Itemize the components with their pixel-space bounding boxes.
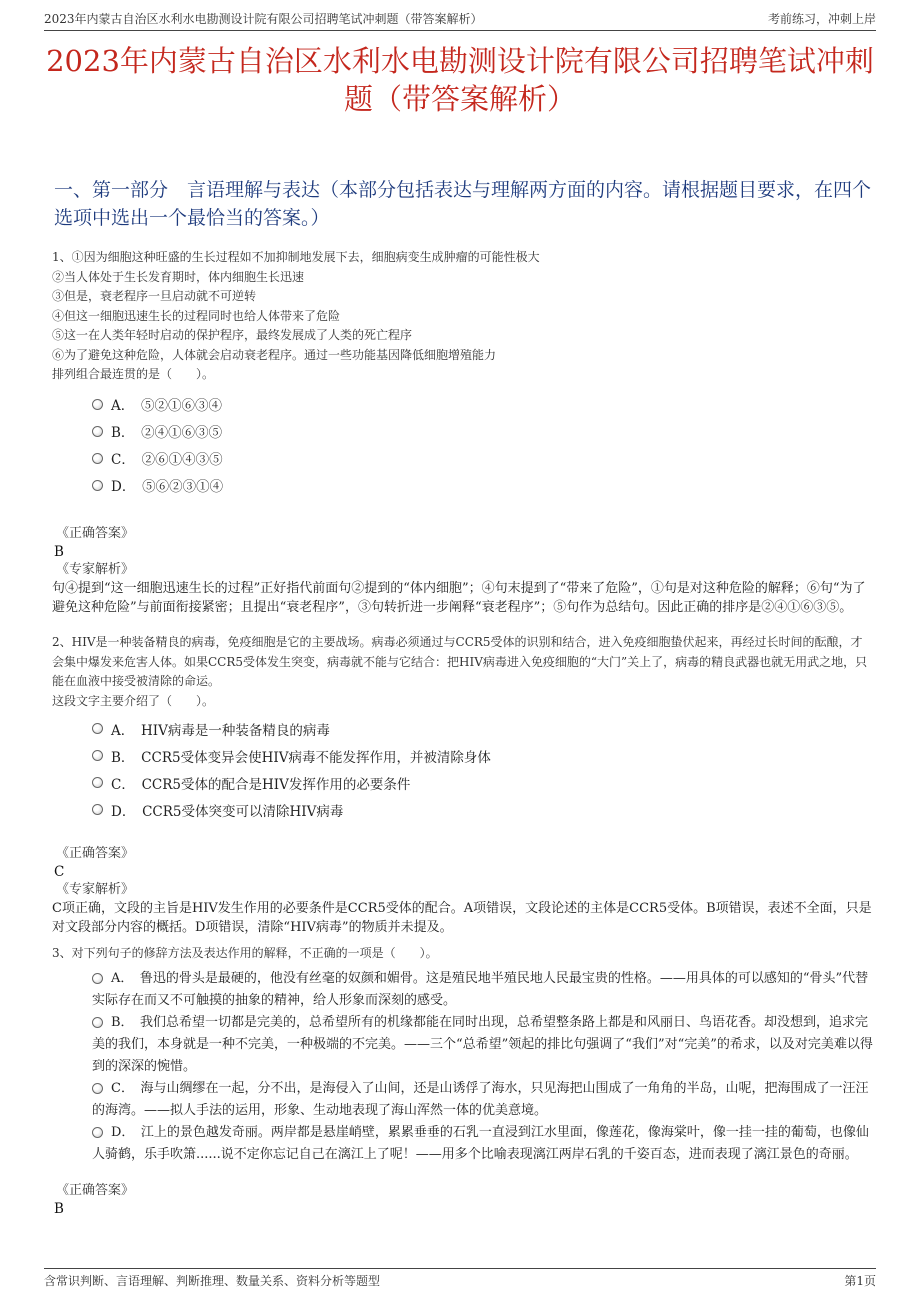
question-1 <box>52 248 874 617</box>
section-title: 一、第一部分 言语理解与表达（本部分包括表达与理解两方面的内容。请根据题目要求，在四个选项中选出一个最恰当的答案。） <box>54 179 872 229</box>
radio-icon[interactable] <box>92 750 103 761</box>
q3-option-c[interactable] <box>92 1078 874 1122</box>
option-label: C． CCR5受体的配合是HIV发挥作用的必要条件 <box>111 776 411 793</box>
q1-option-a[interactable] <box>92 391 874 418</box>
radio-icon[interactable] <box>92 777 103 788</box>
radio-icon[interactable] <box>92 1017 103 1028</box>
q2-option-c[interactable] <box>92 769 874 796</box>
q2-passage: 2、HIV是一种装备精良的病毒，免疫细胞是它的主要战场。病毒必须通过与CCR5受体的识别和结合，进入免疫细胞蛰伏起来，再经过长时间的酝酿，才会集中爆发来危害人体。如果CCR5受体发生突变，病毒就不能与它结合：把HIV病毒进入免疫细胞的“大门”关上了，病毒的精良武器也就无用武之地，只能在血液中接受被清除的命运。 <box>52 635 868 688</box>
q1-line: ③但是，衰老程序一旦启动就不可逆转 <box>52 289 257 303</box>
header-doc-title: 2023年内蒙古自治区水利水电勘测设计院有限公司招聘笔试冲刺题（带答案解析） <box>44 12 483 26</box>
radio-icon[interactable] <box>92 723 103 734</box>
radio-icon[interactable] <box>92 399 103 410</box>
q3-option-a[interactable] <box>92 968 874 1012</box>
option-label: D． CCR5受体突变可以清除HIV病毒 <box>111 803 344 820</box>
radio-icon[interactable] <box>92 1083 103 1094</box>
header-slogan: 考前练习，冲刺上岸 <box>767 12 876 26</box>
q2-analysis: C项正确，文段的主旨是HIV发生作用的必要条件是CCR5受体的配合。A项错误，文段论述的主体是CCR5受体。B项错误，表述不全面，只是对文段部分内容的概括。D项错误，清除“HIV病毒”的物质并未提及。 <box>52 901 872 935</box>
document-title: 2023年内蒙古自治区水利水电勘测设计院有限公司招聘笔试冲刺题（带答案解析） <box>46 44 874 116</box>
radio-icon[interactable] <box>92 453 103 464</box>
analysis-heading: 《专家解析》 <box>56 561 135 577</box>
q3-option-b[interactable] <box>92 1012 874 1078</box>
footer-topics: 含常识判断、言语理解、判断推理、数量关系、资料分析等题型 <box>44 1274 381 1288</box>
q1-option-c[interactable] <box>92 445 874 472</box>
option-label: B． ②④①⑥③⑤ <box>111 425 223 441</box>
q3-option-d[interactable] <box>92 1122 874 1166</box>
option-label: A． ⑤②①⑥③④ <box>111 398 222 414</box>
page-footer <box>44 1268 876 1292</box>
page-header <box>44 10 876 31</box>
option-label: C． ②⑥①④③⑤ <box>111 452 223 468</box>
q1-option-b[interactable] <box>92 418 874 445</box>
option-text: A． 鲁迅的骨头是最硬的，他没有丝毫的奴颜和媚骨。这是殖民地半殖民地人民最宝贵的性格。——用具体的可以感知的“骨头”代替实际存在而又不可触摸的抽象的精神，给人形象而深刻的感受。 <box>92 970 869 1008</box>
answer-heading: 《正确答案》 <box>56 846 135 861</box>
radio-icon[interactable] <box>92 426 103 437</box>
q1-line: ⑥为了避免这种危险，人体就会启动衰老程序。通过一些功能基因降低细胞增殖能力 <box>52 347 497 362</box>
question-2 <box>52 633 874 937</box>
q3-answer: B <box>54 1200 64 1217</box>
option-text: C． 海与山绸缪在一起，分不出，是海侵入了山间，还是山诱俘了海水，只见海把山围成了一角角的半岛，山呢，把海围成了一汪汪的海湾。——拟人手法的运用，形象、生动地表现了海山浑然一体的优美意境。 <box>92 1080 869 1118</box>
q1-answer: B <box>54 543 64 560</box>
page-number: 第1页 <box>844 1274 876 1288</box>
q3-stem: 3、对下列句子的修辞方法及表达作用的解释，不正确的一项是（ ）。 <box>52 946 438 960</box>
radio-icon[interactable] <box>92 1127 103 1138</box>
q1-line: ④但这一细胞迅速生长的过程同时也给人体带来了危险 <box>52 308 341 323</box>
radio-icon[interactable] <box>92 480 103 491</box>
q1-line: 1、①因为细胞这种旺盛的生长过程如不加抑制地发展下去，细胞病变生成肿瘤的可能性极大 <box>52 250 540 264</box>
q1-option-d[interactable] <box>92 472 874 499</box>
radio-icon[interactable] <box>92 973 103 984</box>
radio-icon[interactable] <box>92 804 103 815</box>
analysis-heading: 《专家解析》 <box>56 882 135 897</box>
q1-line: ②当人体处于生长发育期时，体内细胞生长迅速 <box>52 269 305 284</box>
q1-line: ⑤这一在人类年轻时启动的保护程序，最终发展成了人类的死亡程序 <box>52 328 413 342</box>
option-label: A． HIV病毒是一种装备精良的病毒 <box>111 722 330 739</box>
option-label: D． ⑤⑥②③①④ <box>111 479 224 495</box>
q2-stem: 这段文字主要介绍了（ ）。 <box>52 693 215 708</box>
q2-option-d[interactable] <box>92 796 874 823</box>
q1-analysis: 句④提到“这一细胞迅速生长的过程”正好指代前面句②提到的“体内细胞”；④句末提到了“带来了危险”，①句是对这种危险的解释；⑥句“为了避免这种危险”与前面衔接紧密；且提出“衰老程序”，③句转折进一步阐释“衰老程序”；⑤句作为总结句。因此正确的排序是②④①⑥③⑤。 <box>52 580 866 615</box>
answer-heading: 《正确答案》 <box>56 525 135 541</box>
q2-option-b[interactable] <box>92 742 874 769</box>
option-text: D． 江上的景色越发奇丽。两岸都是悬崖峭壁，累累垂垂的石乳一直浸到江水里面，像莲花，像海棠叶，像一挂一挂的葡萄，也像仙人骑鹤，乐手吹箫......说不定你忘记自己在漓江上了呢！——用多个比喻表现漓江两岸石乳的千姿百态，进而表现了漓江景色的奇丽。 <box>92 1124 869 1162</box>
question-3 <box>52 944 874 1218</box>
q2-option-a[interactable] <box>92 715 874 742</box>
q2-answer: C <box>54 864 65 880</box>
q1-stem: 排列组合最连贯的是（ ）。 <box>52 367 215 381</box>
option-text: B． 我们总希望一切都是完美的，总希望所有的机缘都能在同时出现，总希望整条路上都是和风丽日、鸟语花香。却没想到，追求完美的我们，本身就是一种不完美，一种极端的不完美。——三个“总希望”领起的排比句强调了“我们”对“完美”的希求，以及对完美难以得到的深深的惋惜。 <box>92 1014 873 1074</box>
answer-heading: 《正确答案》 <box>56 1182 135 1198</box>
option-label: B． CCR5受体变异会使HIV病毒不能发挥作用，并被清除身体 <box>111 749 491 766</box>
